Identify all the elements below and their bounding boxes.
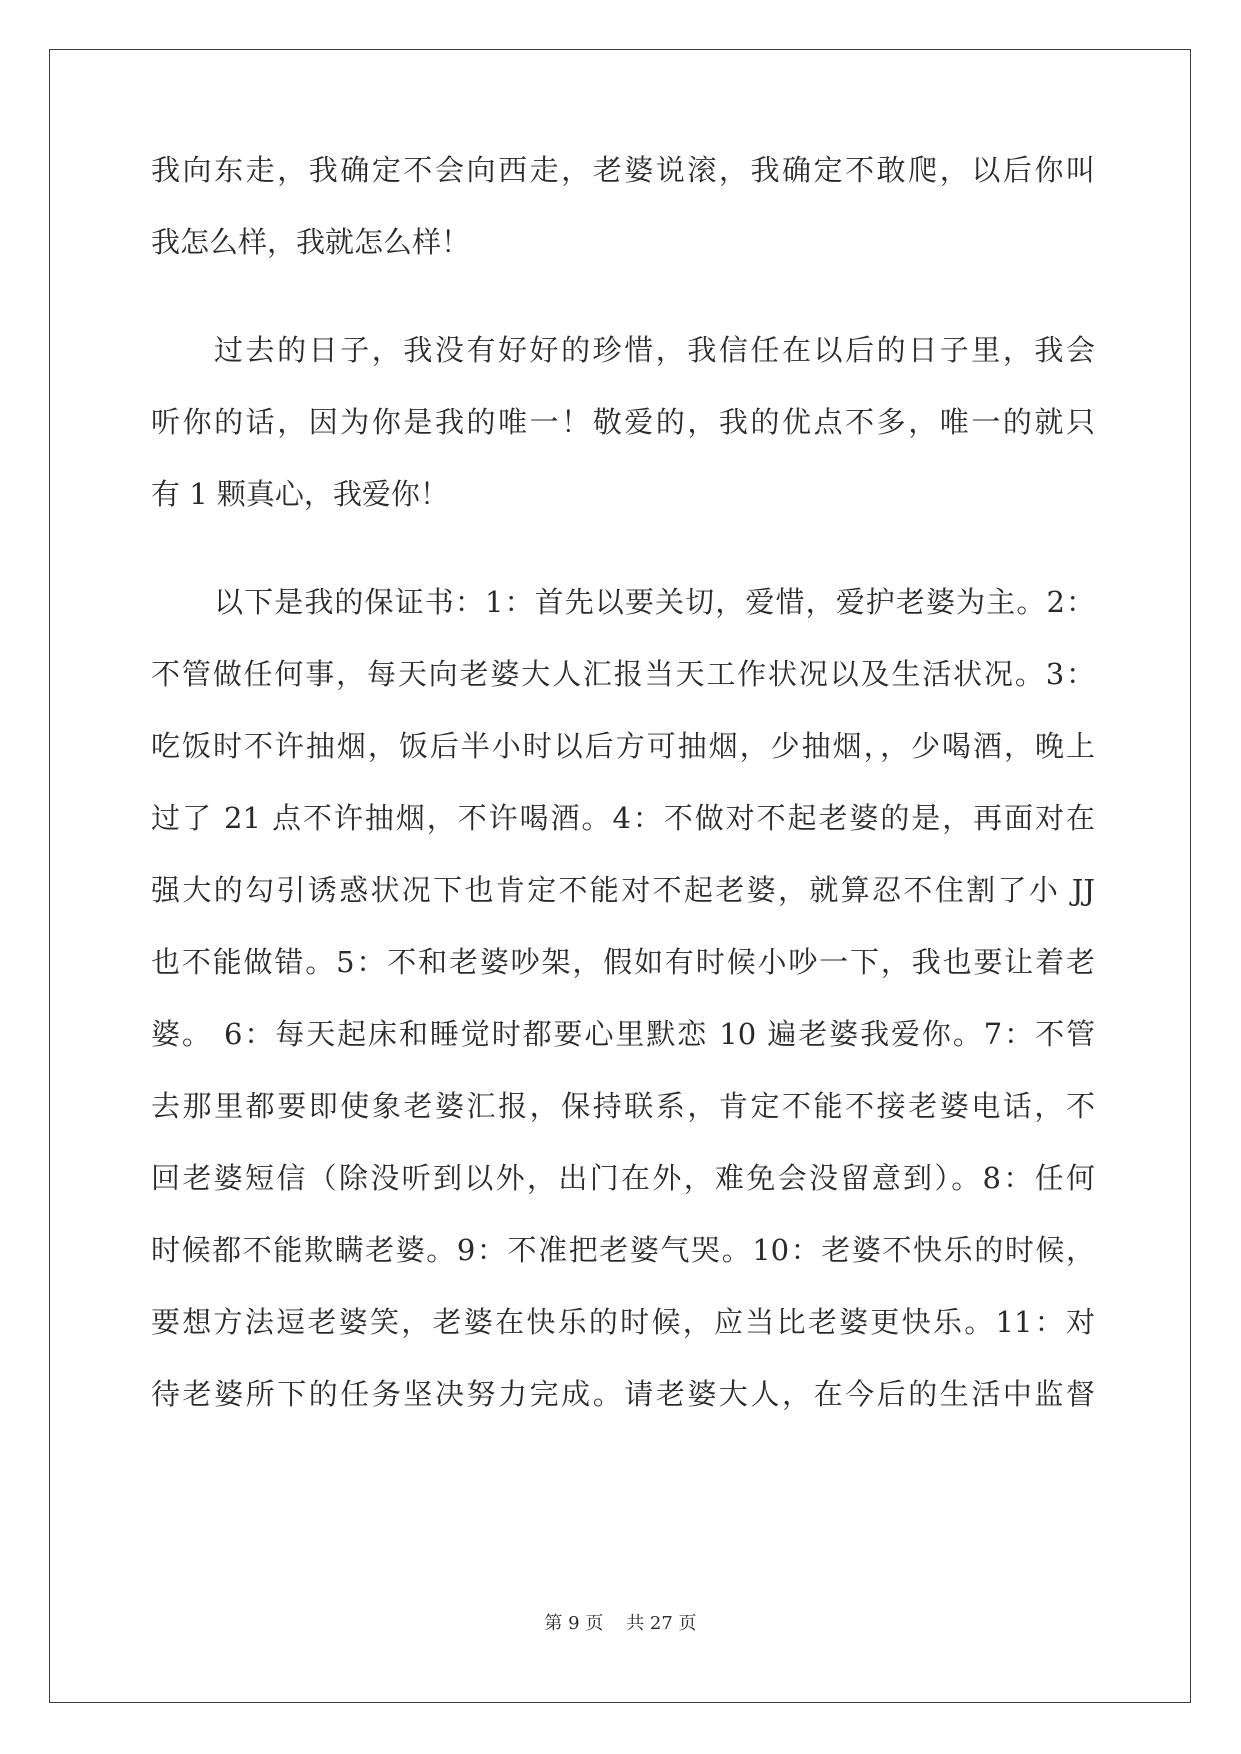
text-line: 去那里都要即使象老婆汇报，保持联系，肯定不能不接老婆电话，不 bbox=[151, 1089, 1095, 1123]
text-line: 有 1 颗真心，我爱你！ bbox=[151, 477, 449, 511]
text-line: 强大的勾引诱惑状况下也肯定不能对不起老婆，就算忍不住割了小 JJ bbox=[151, 873, 1095, 907]
text-line: 待老婆所下的任务坚决努力完成。请老婆大人，在今后的生活中监督 bbox=[151, 1377, 1095, 1411]
text-line: 不管做任何事，每天向老婆大人汇报当天工作状况以及生活状况。3： bbox=[151, 657, 1095, 691]
text-line: 回老婆短信（除没听到以外，出门在外，难免会没留意到）。8：任何 bbox=[151, 1161, 1095, 1195]
text-line: 时候都不能欺瞒老婆。9：不准把老婆气哭。10：老婆不快乐的时候， bbox=[151, 1233, 1095, 1267]
text-line: 也不能做错。5：不和老婆吵架，假如有时候小吵一下，我也要让着老 bbox=[151, 945, 1095, 979]
text-line: 我向东走，我确定不会向西走，老婆说滚，我确定不敢爬，以后你叫 bbox=[151, 153, 1095, 187]
text-line: 我怎么样，我就怎么样！ bbox=[151, 225, 471, 259]
text-line: 听你的话，因为你是我的唯一！敬爱的，我的优点不多，唯一的就只 bbox=[151, 405, 1095, 439]
text-line: 过了 21 点不许抽烟，不许喝酒。4：不做对不起老婆的是，再面对在 bbox=[151, 801, 1095, 835]
text-line: 婆。 6：每天起床和睡觉时都要心里默恋 10 遍老婆我爱你。7：不管 bbox=[151, 1017, 1095, 1051]
page-number-footer: 第 9 页 共 27 页 bbox=[544, 1613, 697, 1634]
text-line: 吃饭时不许抽烟，饭后半小时以后方可抽烟，少抽烟，，少喝酒，晚上 bbox=[151, 729, 1095, 763]
text-line: 以下是我的保证书：1：首先以要关切，爱惜，爱护老婆为主。2： bbox=[214, 585, 1095, 619]
text-line: 要想方法逗老婆笑，老婆在快乐的时候，应当比老婆更快乐。11：对 bbox=[151, 1305, 1095, 1339]
text-line: 过去的日子，我没有好好的珍惜，我信任在以后的日子里，我会 bbox=[214, 333, 1095, 367]
